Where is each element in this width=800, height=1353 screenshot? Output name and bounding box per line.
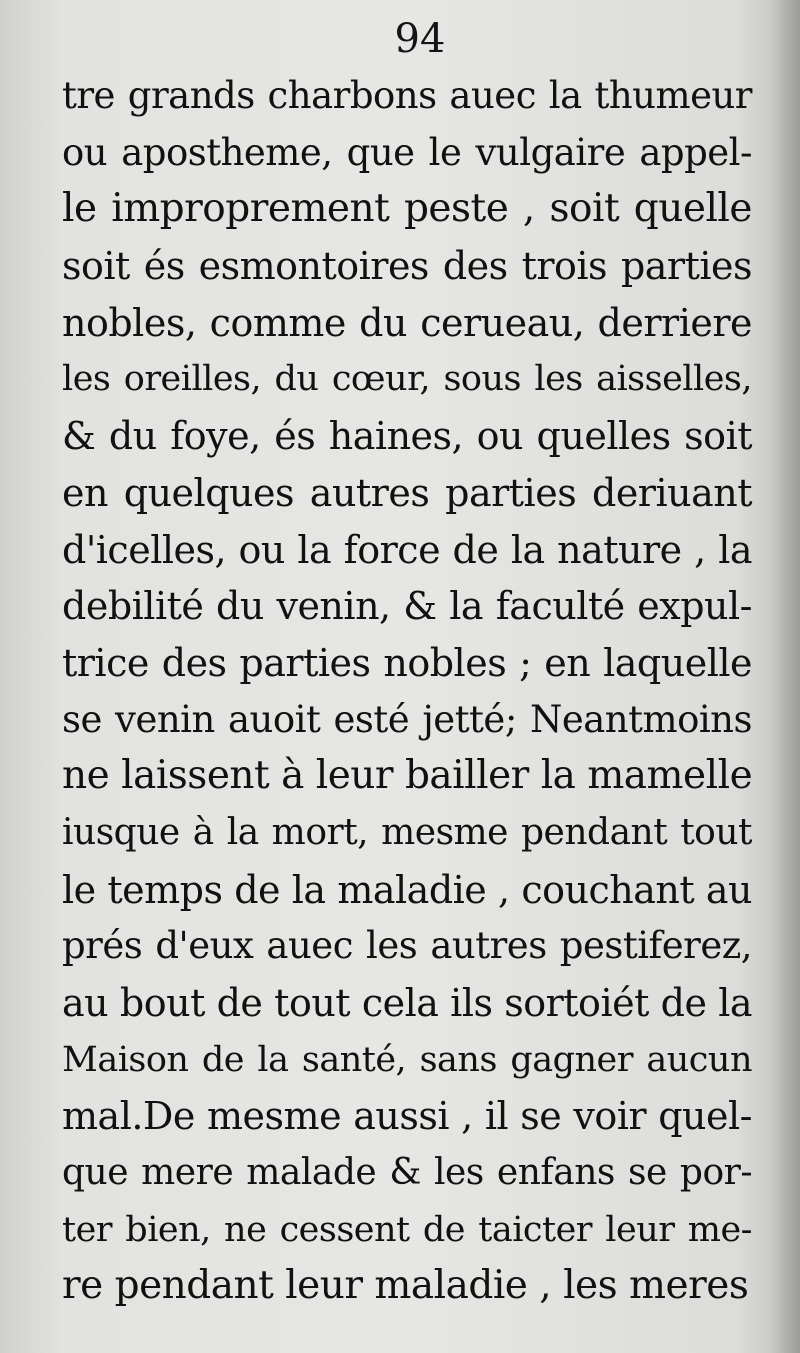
text-line: ne laissent à leur bailler la mamelle bbox=[62, 753, 753, 799]
text-line: ou apostheme, que le vulgaire appel- bbox=[62, 130, 752, 174]
text-line: debilité du venin, & la faculté expul- bbox=[62, 584, 752, 629]
text-line: trice des parties nobles ; en laquelle bbox=[62, 640, 752, 685]
text-line: re pendant leur maladie , les meres bbox=[62, 1263, 749, 1309]
page-gutter-shadow bbox=[770, 0, 800, 1353]
text-line: d'icelles, ou la force de la nature , la bbox=[62, 527, 752, 572]
text-line: Maison de la santé, sans gagner aucun bbox=[62, 1039, 752, 1080]
text-line: nobles, comme du cerueau, derriere bbox=[62, 300, 752, 345]
page-number: 94 bbox=[394, 16, 446, 62]
text-line: ter bien, ne cessent de taicter leur me- bbox=[62, 1209, 752, 1250]
body-text bbox=[62, 68, 752, 1315]
text-line: en quelques autres parties deriuant bbox=[62, 470, 752, 515]
text-line: se venin auoit esté jetté; Neantmoins bbox=[62, 697, 752, 741]
text-line: tre grands charbons auec la thumeur bbox=[62, 74, 752, 117]
text-line: prés d'eux auec les autres pestiferez, bbox=[62, 924, 752, 968]
text-line: soit és esmontoires des trois parties bbox=[62, 244, 752, 289]
text-line: que mere malade & les enfans se por- bbox=[62, 1152, 752, 1194]
text-line: au bout de tout cela ils sortoiét de la bbox=[62, 981, 752, 1025]
text-line: le temps de la maladie , couchant au bbox=[62, 867, 752, 912]
text-line: & du foye, és haines, ou quelles soit bbox=[62, 414, 752, 459]
text-line: mal.De mesme aussi , il se voir quel- bbox=[62, 1094, 752, 1139]
text-line: le improprement peste , soit quelle bbox=[62, 186, 752, 232]
text-line: iusque à la mort, mesme pendant tout bbox=[62, 811, 752, 853]
text-line: les oreilles, du cœur, sous les aisselles, bbox=[62, 359, 752, 400]
